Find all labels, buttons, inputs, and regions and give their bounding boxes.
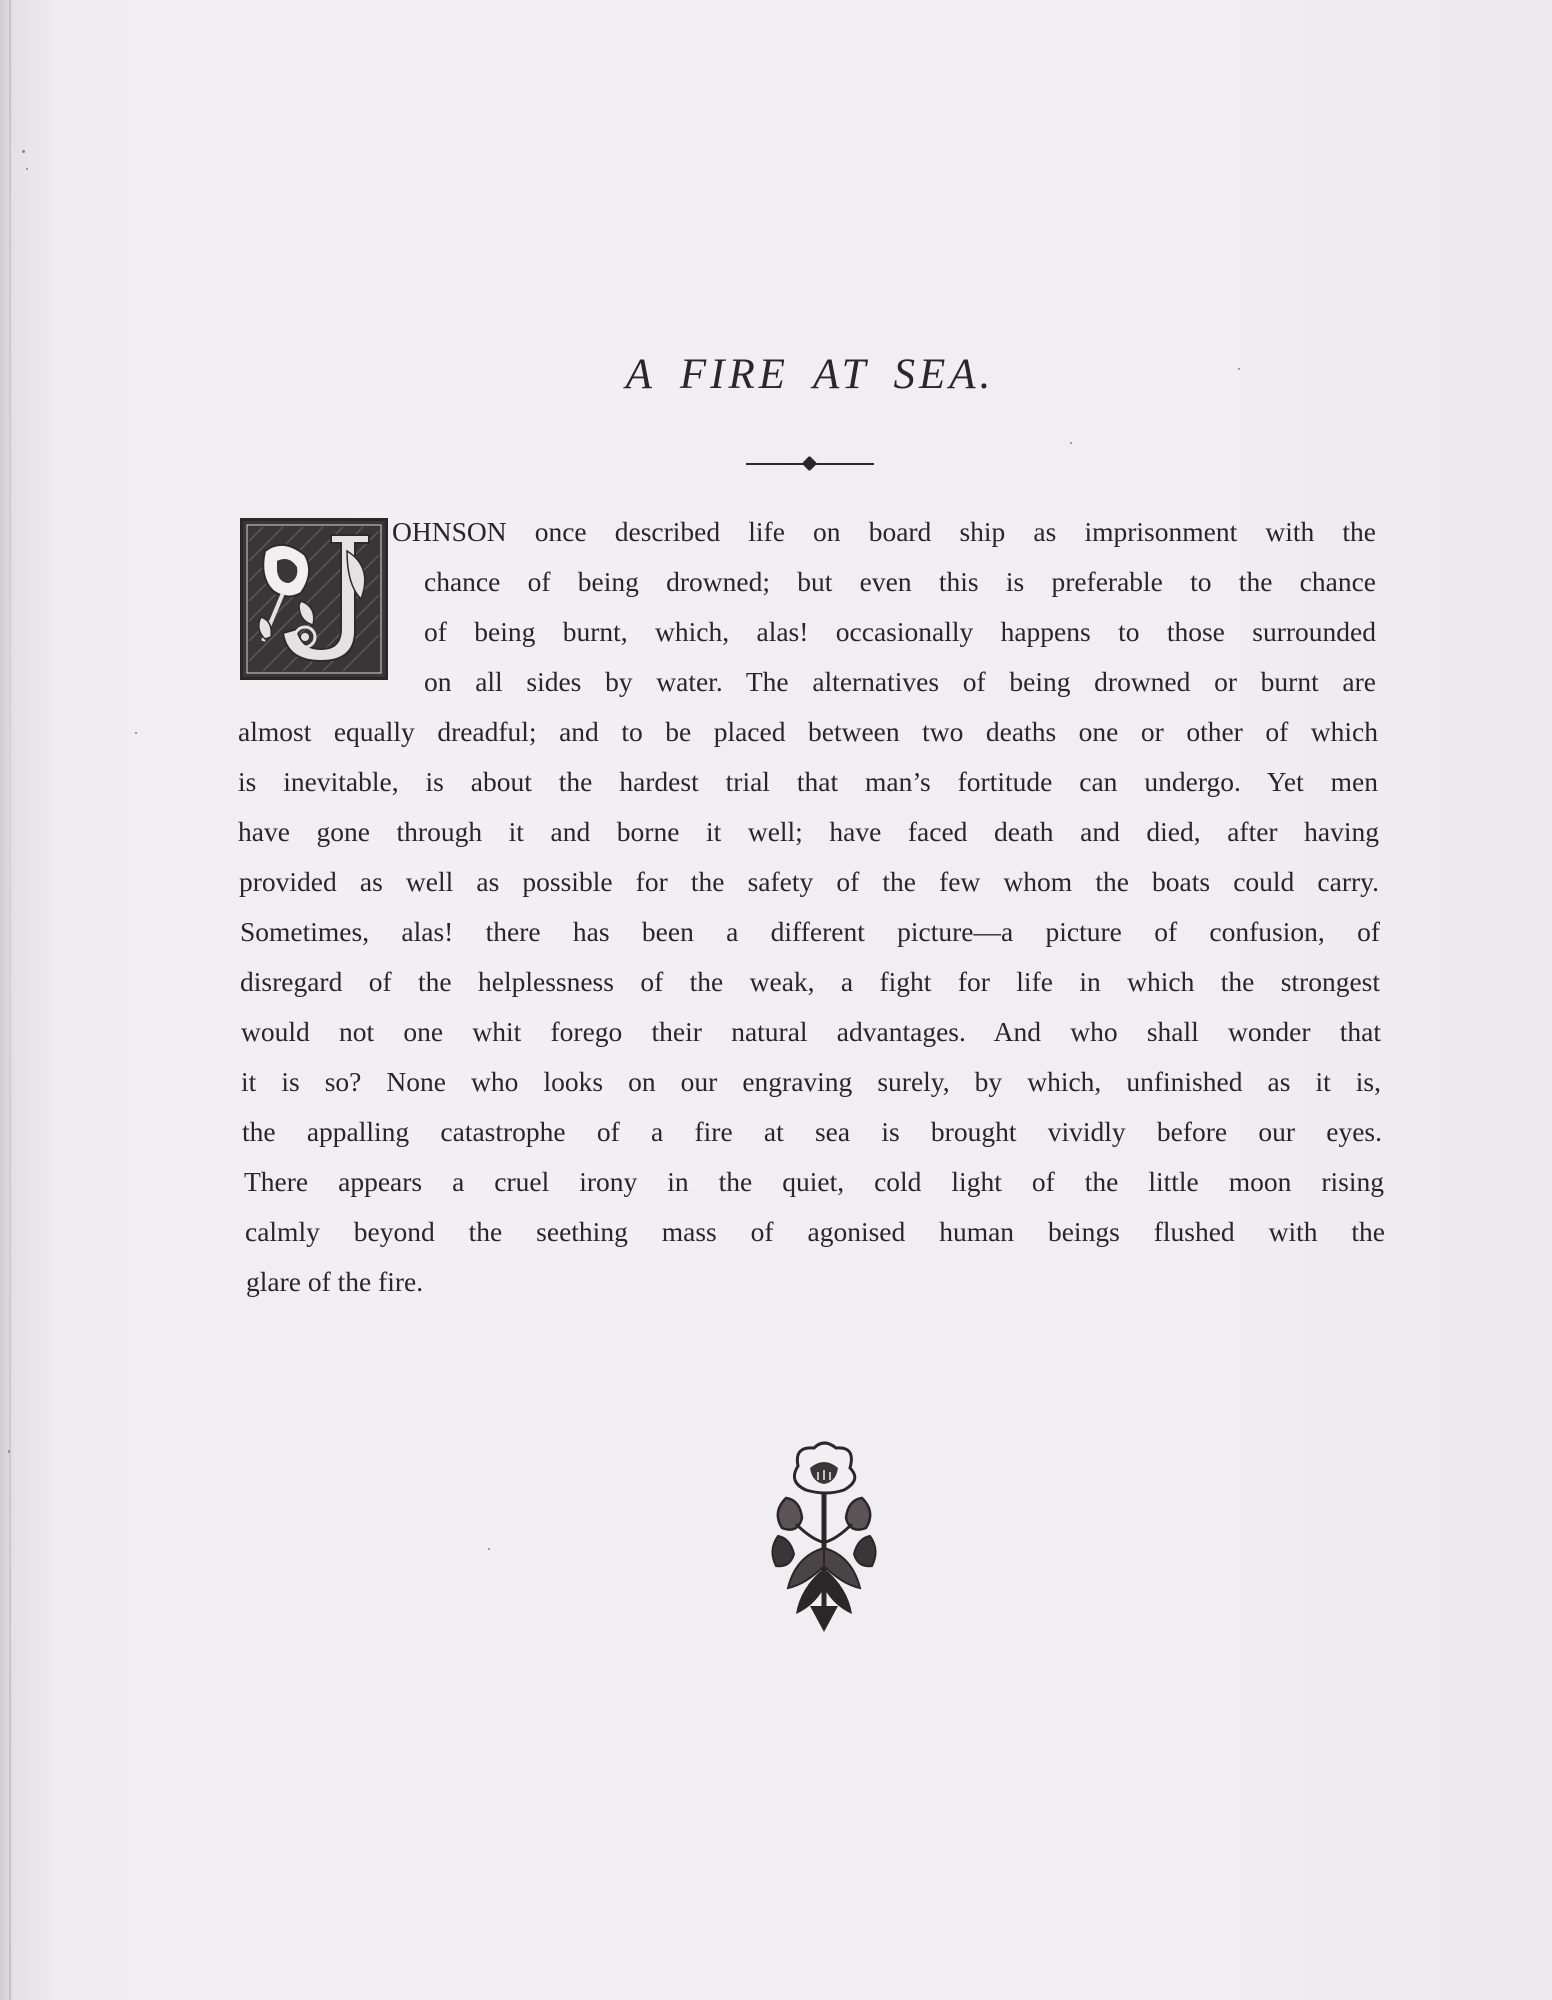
paragraph-line-1 xyxy=(392,516,1376,556)
paragraph-line-6: is inevitable, is about the hardest trial that man’s fortitude can undergo. Yet men xyxy=(238,766,1378,797)
paragraph-line-14: There appears a cruel irony in the quiet, cold light of the little moon rising xyxy=(244,1166,1384,1197)
drop-cap-initial xyxy=(240,518,388,680)
paragraph-line-2: chance of being drowned; but even this is preferable to the chance xyxy=(424,566,1376,597)
page-spine-edge xyxy=(9,0,11,2000)
page-title: A FIRE AT SEA. xyxy=(625,351,995,398)
paragraph-line-4: on all sides by water. The alternatives of being drowned or burnt are xyxy=(424,666,1376,697)
paragraph-line-7: have gone through it and borne it well; have faced death and died, after having xyxy=(238,816,1379,847)
paragraph-line-8: provided as well as possible for the safety of the few whom the boats could carry. xyxy=(239,866,1379,897)
paragraph-line-3: of being burnt, which, alas! occasionally happens to those surrounded xyxy=(424,616,1376,647)
paragraph-line-11: would not one whit forego their natural advantages. And who shall wonder that xyxy=(241,1016,1381,1047)
paragraph-line-text: OHNSON once described life on board ship as imprisonment with the xyxy=(392,516,1376,547)
paragraph-line-9: Sometimes, alas! there has been a different picture—a picture of confusion, of xyxy=(240,916,1380,947)
title-rule-diamond xyxy=(802,456,818,472)
paragraph-line-15: calmly beyond the seething mass of agonised human beings flushed with the xyxy=(245,1216,1385,1247)
paragraph-line-13: the appalling catastrophe of a fire at sea is brought vividly before our eyes. xyxy=(242,1116,1382,1147)
paragraph-line-12: it is so? None who looks on our engraving surely, by which, unfinished as it is, xyxy=(241,1066,1381,1097)
floral-tailpiece-icon xyxy=(766,1438,882,1634)
paragraph-line-10: disregard of the helplessness of the weak, a fight for life in which the strongest xyxy=(240,966,1380,997)
paragraph-line-5: almost equally dreadful; and to be placed between two deaths one or other of which xyxy=(238,716,1378,747)
paragraph-line-16: glare of the fire. xyxy=(246,1266,424,1297)
drop-cap-floral-icon xyxy=(243,521,385,677)
